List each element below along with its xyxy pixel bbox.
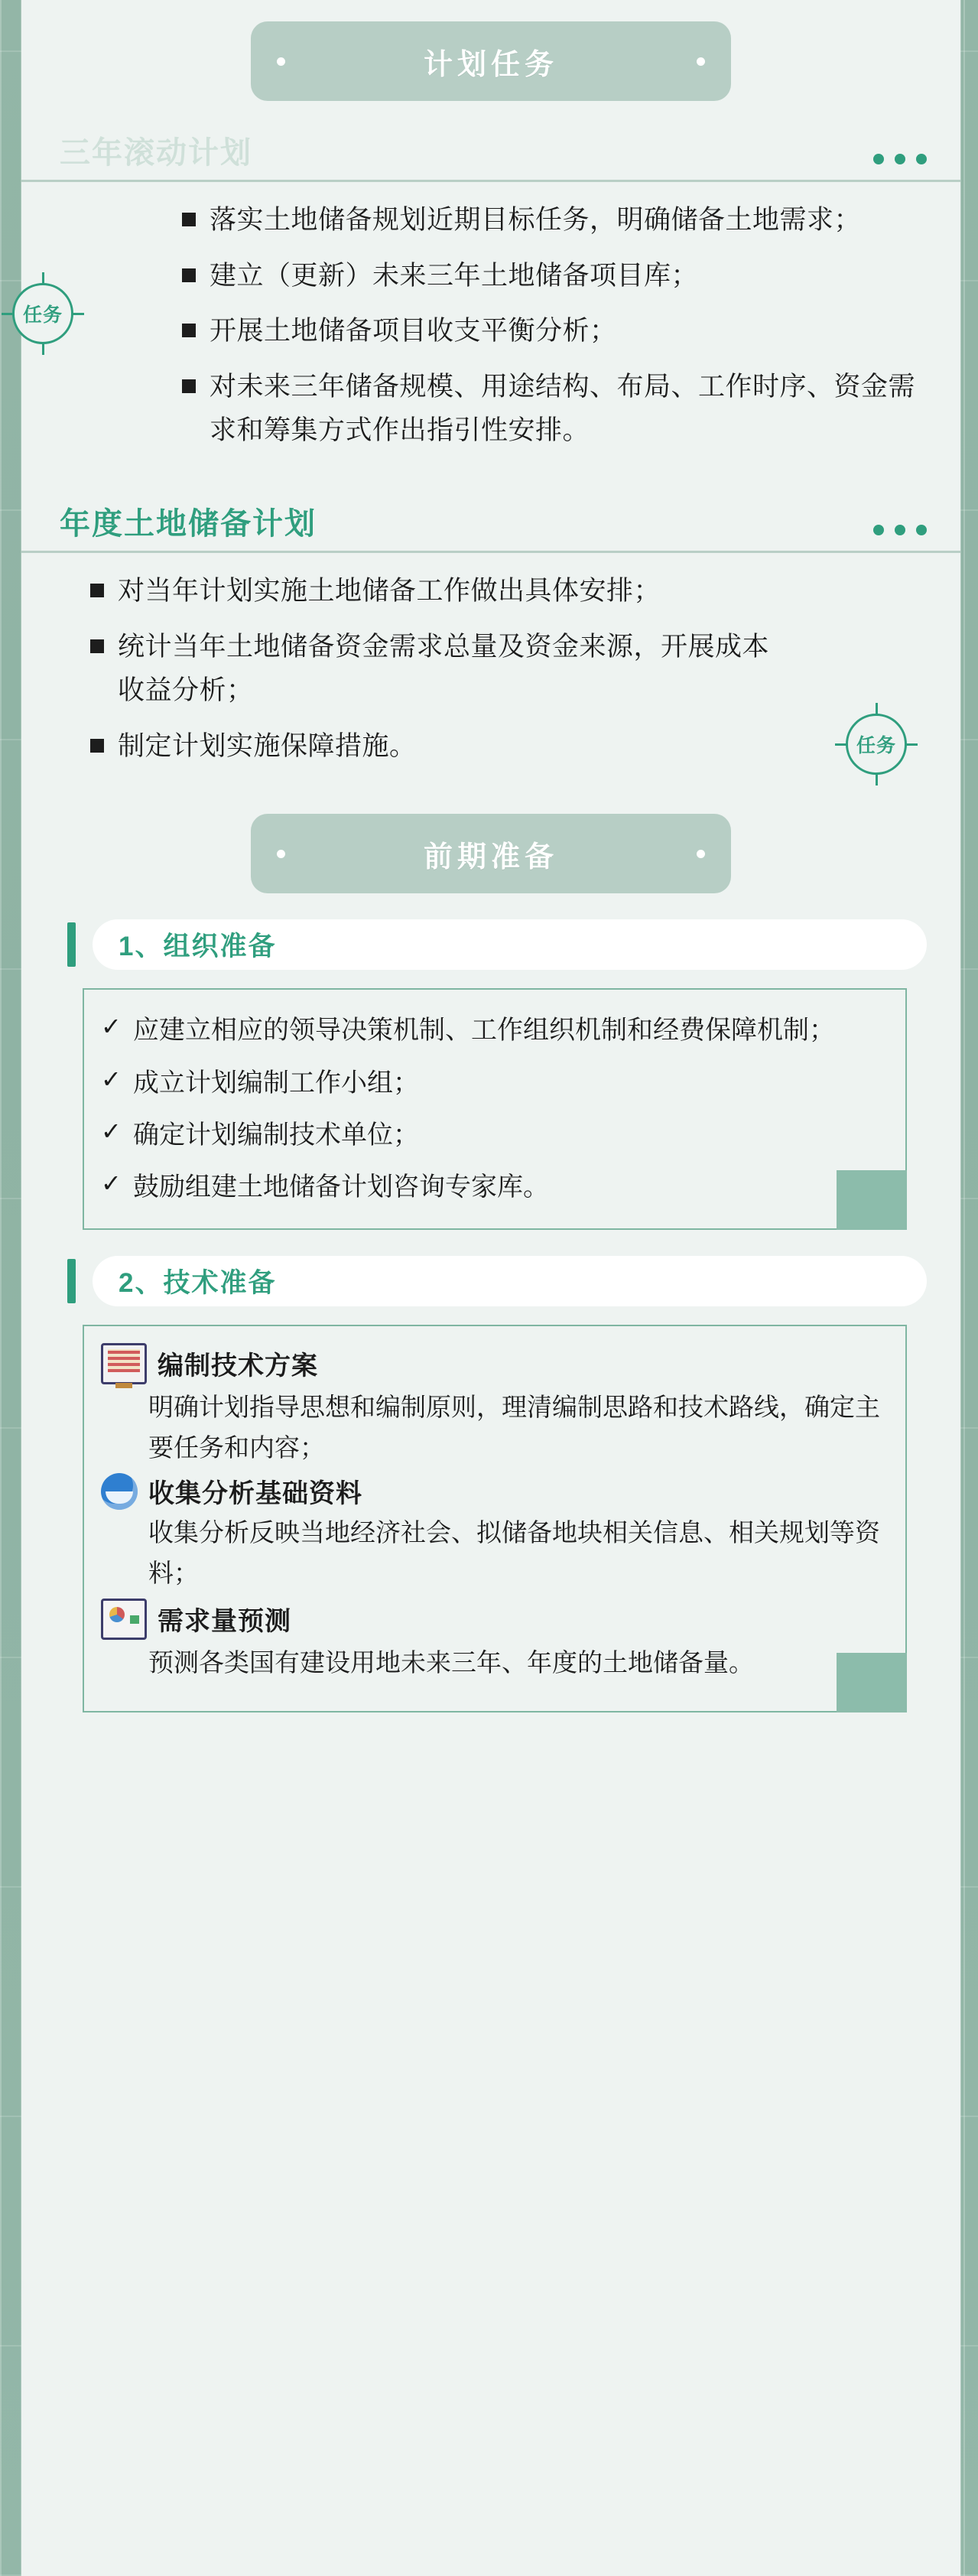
globe-icon	[101, 1473, 138, 1510]
chip-right-dot-icon	[697, 850, 705, 858]
heading-accent-bar	[67, 922, 76, 967]
square-bullet-icon	[182, 268, 196, 282]
square-bullet-icon	[182, 213, 196, 226]
list-item: 需求量预测 预测各类国有建设用地未来三年、年度的土地储备量。	[101, 1599, 885, 1683]
list-item: ✓ 确定计划编制技术单位；	[101, 1117, 419, 1150]
check-icon: ✓	[101, 1065, 122, 1093]
list-item: ✓ 应建立相应的领导决策机制、工作组织机制和经费保障机制；	[101, 1013, 835, 1046]
checklist-organization	[83, 988, 907, 1230]
check-icon: ✓	[101, 1013, 122, 1041]
section-header-preparation	[251, 814, 731, 893]
subheading-annual-plan	[21, 499, 960, 553]
techlist-technical	[83, 1325, 907, 1712]
subheading-dots-icon	[873, 154, 927, 172]
monitor-icon	[101, 1343, 147, 1384]
square-bullet-icon	[182, 379, 196, 393]
task-badge-label: 任务	[856, 735, 896, 757]
square-bullet-icon	[90, 739, 104, 753]
list-item: 落实土地储备规划近期目标任务，明确储备土地需求；	[182, 199, 927, 242]
heading-accent-bar	[67, 1259, 76, 1303]
list-item: 统计当年土地储备资金需求总量及资金来源，开展成本收益分析；	[90, 626, 785, 712]
list-item: 对当年计划实施土地储备工作做出具体安排；	[90, 570, 785, 613]
section-header-label: 前期准备	[423, 841, 558, 873]
list-item: ✓ 成立计划编制工作小组；	[101, 1065, 419, 1098]
subheading-label: 年度土地储备计划	[60, 507, 317, 542]
square-bullet-icon	[182, 324, 196, 337]
list-item: 收集分析基础资料 收集分析反映当地经济社会、拟储备地块相关信息、相关规划等资料；	[101, 1472, 885, 1594]
list-annual-plan	[21, 553, 960, 788]
list-item: 编制技术方案 明确计划指导思想和编制原则，理清编制思路和技术路线，确定主要任务和内容；	[101, 1343, 885, 1469]
list-item: 建立（更新）未来三年土地储备项目库；	[182, 255, 927, 298]
task-badge-label: 任务	[22, 304, 63, 326]
chip-right-dot-icon	[697, 57, 705, 66]
list-item: 制定计划实施保障措施。	[90, 725, 785, 769]
block-heading-organization	[67, 919, 927, 970]
subheading-dots-icon	[873, 525, 927, 543]
square-bullet-icon	[90, 584, 104, 597]
list-item: ✓ 鼓励组建土地储备计划咨询专家库。	[101, 1169, 549, 1202]
block-heading-technical	[67, 1256, 927, 1306]
section-header-label: 计划任务	[423, 48, 558, 81]
subheading-label: 三年滚动计划	[60, 136, 252, 170]
content-panel	[21, 0, 960, 2576]
square-bullet-icon	[90, 639, 104, 653]
task-badge-right	[835, 703, 918, 785]
task-badge-left	[2, 272, 84, 355]
list-item: 对未来三年储备规模、用途结构、布局、工作时序、资金需求和筹集方式作出指引性安排。	[182, 366, 927, 452]
subheading-three-year-plan	[21, 128, 960, 182]
chip-left-dot-icon	[277, 57, 285, 66]
block-heading-label: 1、组织准备	[119, 932, 277, 962]
list-three-year-plan	[21, 182, 960, 472]
section-header-plan-tasks	[251, 21, 731, 101]
check-icon: ✓	[101, 1117, 122, 1145]
list-item: 开展土地储备项目收支平衡分析；	[182, 310, 927, 353]
block-heading-label: 2、技术准备	[119, 1267, 277, 1298]
chart-icon	[101, 1599, 147, 1640]
check-icon: ✓	[101, 1169, 122, 1198]
chip-left-dot-icon	[277, 850, 285, 858]
